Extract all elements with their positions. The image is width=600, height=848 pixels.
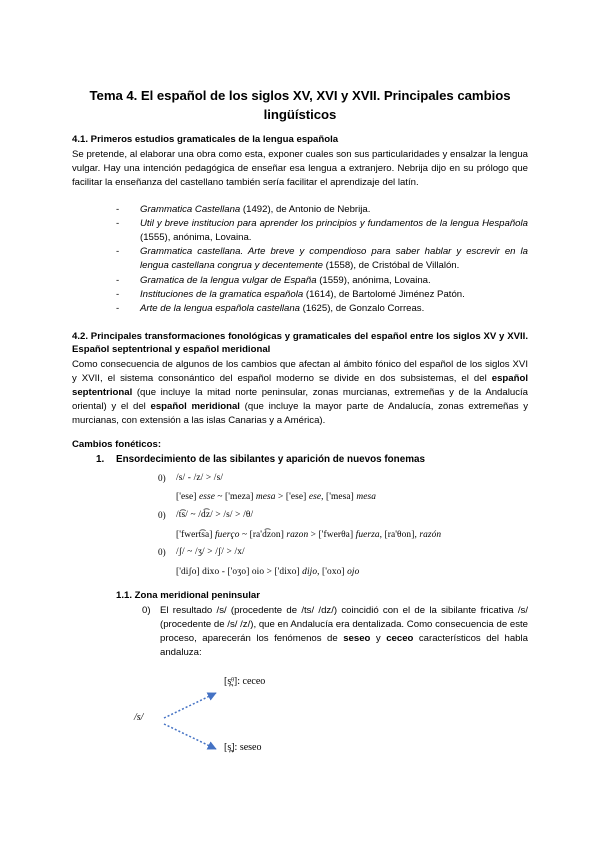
- phonetic-rule-formula: /ʃ/ ~ /ʒ/ > /ʃ/ > /x/: [176, 547, 245, 558]
- work-details: (1625), de Gonzalo Correas.: [300, 302, 425, 314]
- work-title: Util y breve institucion para aprender los principios y fundamentos de la lengua Hespañola: [140, 218, 528, 230]
- cambios-numbered-list: [72, 453, 528, 580]
- subsection-11-list: [116, 604, 528, 660]
- item-a-part1: El resultado /s/ (procedente de /ts/ /dz/) coincidió con el de la sibilante fricativa /s/ (procedente de /s/ /z/), que en Andalucía era dentalizada. Como consecuencia de este proceso, aparecerán los fenómenos de: [160, 604, 528, 644]
- term-espanol-septentrional: español septentrional: [72, 372, 528, 398]
- diagram-source-label: /s/: [134, 711, 144, 723]
- para-42-part3: (que incluye la mayor parte de Andalucía, zonas extremeñas y murcianas, con extensión a las islas Canarias y a América).: [72, 400, 528, 426]
- work-details: (1492), de Antonio de Nebrija.: [240, 204, 371, 216]
- work-list-item: [116, 274, 528, 288]
- seseo-ceceo-diagram: [132, 674, 528, 766]
- work-title: Arte de la lengua española castellana: [140, 302, 301, 314]
- phonetic-rule-formula: /t͡s/ ~ /d͡z/ > /s/ > /θ/: [176, 510, 254, 520]
- section-41-paragraph: Se pretende, al elaborar una obra como esta, exponer cuales son sus particularidades y ensalzar la lengua vulgar. Hay una intención pedagógica de enseñar esa lengua a extranjero. Nebrija dijo en su prólogo que facilitar la enseñanza del castellano también sería facilitar el aprendizaje del latín.: [72, 149, 528, 189]
- spacer: [72, 427, 528, 438]
- subsection-11-item-a: [142, 604, 528, 660]
- cambios-item-1: [96, 453, 528, 580]
- diagram-seseo-label: [s̪]: seseo: [224, 741, 262, 753]
- arrow-to-seseo: [164, 724, 216, 749]
- work-list-item: [116, 217, 528, 245]
- diagram-ceceo-label: [s̪ᶿ]: ceceo: [224, 675, 266, 687]
- phonetic-rule-formula: /s/ - /z/ > /s/: [176, 472, 224, 483]
- phonetic-rule-item: [158, 472, 528, 505]
- work-title: Grammatica castellana. Arte breve y compendioso para saber hablar y escrevir en la lengua castellana congrua y decentemente: [140, 246, 528, 272]
- work-title: Grammatica Castellana: [140, 204, 241, 216]
- spacer: [72, 316, 528, 331]
- work-list-item: [116, 288, 528, 302]
- phonetic-rule-item: [158, 509, 528, 542]
- section-42-paragraph: [72, 358, 528, 428]
- term-ceceo: ceceo: [386, 632, 414, 644]
- work-details: (1558), de Cristóbal de Villalón.: [322, 260, 460, 272]
- phonetic-rule-item: [158, 546, 528, 579]
- page-title: Tema 4. El español de los siglos XV, XVI y XVII. Principales cambios lingüísticos: [89, 88, 511, 123]
- work-title: Instituciones de la gramatica española: [140, 288, 304, 300]
- subsection-11-block: [72, 589, 528, 660]
- term-seseo: seseo: [343, 632, 371, 644]
- arrow-to-ceceo: [164, 693, 216, 718]
- para-42-part1: Como consecuencia de algunos de los cambios que afectan al ámbito fónico del español de los siglos XVI y XVII, el sistema consonántico del español moderno se divide en dos subsistemas, el del: [72, 358, 528, 384]
- subsection-11-heading: 1.1. Zona meridional peninsular: [116, 589, 260, 601]
- cambios-item-1-label: Ensordecimiento de las sibilantes y aparición de nuevos fonemas: [116, 453, 425, 465]
- work-list-item: [116, 302, 528, 316]
- section-heading-41: 4.1. Primeros estudios gramaticales de la lengua española: [72, 134, 339, 146]
- work-details: (1559), anónima, Lovaina.: [316, 274, 431, 286]
- cambios-foneticos-heading: Cambios fonéticos:: [72, 439, 162, 451]
- phonetic-rule-example: ['ese] esse ~ ['meza] mesa > ['ese] ese, ['mesa] mesa: [176, 492, 376, 503]
- work-list-item: [116, 203, 528, 217]
- phonetic-rule-example: ['fwert͡sa] fuerço ~ [ra'd͡zon] razon > ['fwerθa] fuerza, [ra'θon], razón: [176, 529, 442, 540]
- work-details: (1555), anónima, Lovaina.: [140, 232, 252, 244]
- work-title: Gramatica de la lengua vulgar de España: [140, 274, 317, 286]
- term-espanol-meridional: español meridional: [150, 400, 240, 412]
- item-a-mid: y: [370, 632, 387, 644]
- phonetic-rules-list: [116, 472, 528, 580]
- work-list-item: [116, 245, 528, 273]
- item-a-part2: característicos del habla andaluza:: [160, 632, 528, 658]
- work-details: (1614), de Bartolomé Jiménez Patón.: [303, 288, 465, 300]
- phonetic-rule-example: ['diʃo] dixo - ['oʒo] oio > ['dixo] dijo, ['oxo] ojo: [176, 566, 360, 577]
- para-42-part2: (que incluye la mitad norte peninsular, zonas murcianas, extremeñas y de la Andalucía oriental) y el del: [72, 386, 528, 412]
- works-list: [72, 203, 528, 316]
- section-heading-42: 4.2. Principales transformaciones fonológicas y gramaticales del español entre los siglos XV y XVII. Español septentrional y español meridional: [72, 330, 528, 355]
